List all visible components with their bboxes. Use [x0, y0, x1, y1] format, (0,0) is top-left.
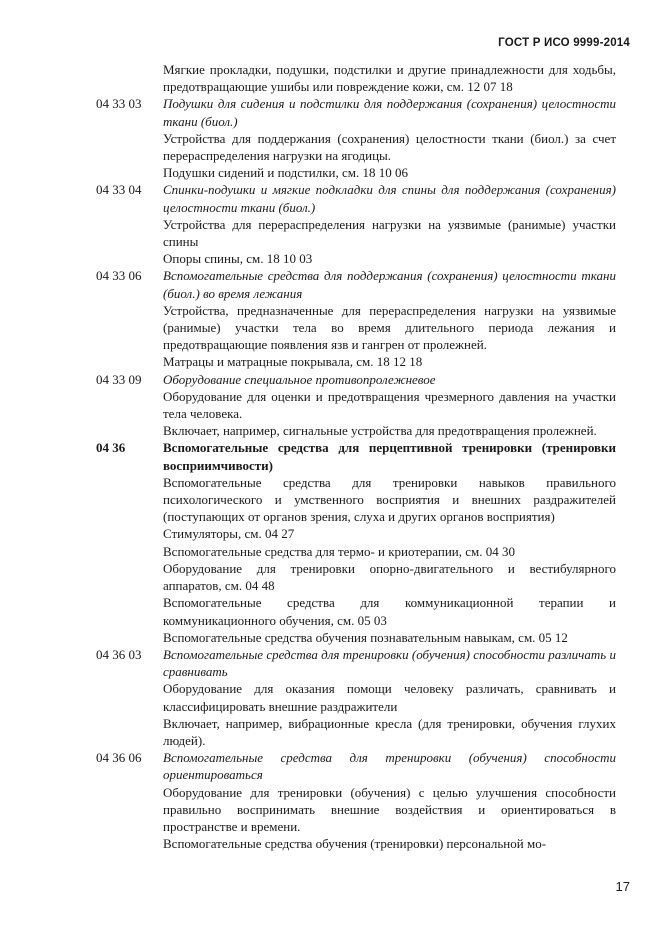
entry-body — [163, 371, 616, 440]
entry-paragraph: Опоры спины, см. 18 10 03 — [163, 251, 313, 267]
entry-paragraph: Вспомогательные средства для тренировки навыков правильного психологического и умственного восприятия и внешних раздражителей (поступающих от органов зрения, слуха и других органов восприятия) — [163, 474, 616, 525]
entry-04-33-09 — [96, 371, 616, 440]
entry-paragraph: Оборудование для тренировки опорно-двигательного и вестибулярного аппаратов, см. 04 48 — [163, 560, 616, 594]
entry-title: Оборудование специальное противопролежневое — [163, 371, 436, 387]
standard-header: ГОСТ Р ИСО 9999-2014 — [498, 37, 630, 49]
entry-body — [163, 61, 616, 95]
entry-04-36-06 — [96, 749, 616, 852]
entry-body — [163, 267, 616, 370]
page-number: 17 — [615, 879, 630, 894]
entry-paragraph: Оборудование для оценки и предотвращения чрезмерного давления на участки тела человека. — [163, 388, 616, 422]
entry-title: Вспомогательные средства для тренировки (обучения) способности ориентироваться — [163, 750, 616, 783]
entry-paragraph: Устройства для перераспределения нагрузки на уязвимые (ранимые) участки спины — [163, 216, 616, 250]
entry-paragraph: Матрацы и матрацные покрывала, см. 18 12 18 — [163, 354, 423, 370]
entry-paragraph: Оборудование для тренировки (обучения) с целью улучшения способности правильно воспринимать внешние воздействия и ориентироваться в пространстве и времени. — [163, 784, 616, 834]
entry-code: 04 33 04 — [96, 182, 142, 198]
entry-04-33-06 — [96, 267, 616, 370]
entry-title: Вспомогательные средства для перцептивной тренировки (тренировки восприимчивости) — [163, 440, 616, 473]
entry-paragraph: Вспомогательные средства обучения (тренировки) персональной мо- — [163, 836, 547, 852]
entry-paragraph: Устройства для поддержания (сохранения) целостности ткани (биол.) за счет перераспределения нагрузки на ягодицы. — [163, 130, 616, 164]
entry-code: 04 36 06 — [96, 750, 142, 766]
entry-04-33-04 — [96, 181, 616, 267]
entry-code: 04 36 03 — [96, 646, 142, 662]
entry-continuation — [96, 61, 616, 95]
entry-body — [163, 181, 616, 267]
entry-title: Вспомогательные средства для тренировки (обучения) способности различать и сравнивать — [163, 646, 616, 680]
entries-list — [96, 61, 616, 852]
entry-paragraph: Вспомогательные средства для термо- и криотерапии, см. 04 30 — [163, 543, 516, 559]
entry-paragraph: Устройства, предназначенные для перераспределения нагрузки на уязвимые (ранимые) участки тела во время длительного периода лежания и предотвращающие появления язв и гангрен от пролежней. — [163, 302, 616, 353]
entry-body — [163, 646, 616, 749]
entry-title: Спинки-подушки и мягкие подкладки для спины для поддержания (сохранения) целостности ткани (биол.) — [163, 182, 616, 215]
entry-paragraph: Включает, например, сигнальные устройства для предотвращения пролежней. — [163, 423, 597, 439]
entry-paragraph: Включает, например, вибрационные кресла (для тренировки, обучения глухих людей). — [163, 715, 616, 748]
entry-code: 04 36 — [96, 440, 126, 456]
entry-body — [163, 95, 616, 181]
entry-code: 04 33 06 — [96, 268, 142, 284]
entry-paragraph: Оборудование для оказания помощи человеку различать, сравнивать и классифицировать внешние раздражители — [163, 681, 616, 714]
entry-paragraph: Вспомогательные средства обучения познавательным навыкам, см. 05 12 — [163, 629, 568, 645]
entry-title: Подушки для сидения и подстилки для поддержания (сохранения) целостности ткани (биол.) — [163, 96, 616, 129]
entry-paragraph: Мягкие прокладки, подушки, подстилки и другие принадлежности для ходьбы, предотвращающие ушибы или повреждение кожи, см. 12 07 18 — [163, 62, 616, 95]
entry-paragraph: Стимуляторы, см. 04 27 — [163, 526, 295, 542]
entry-code: 04 33 09 — [96, 371, 142, 387]
entry-paragraph: Подушки сидений и подстилки, см. 18 10 06 — [163, 165, 408, 181]
entry-body — [163, 749, 616, 852]
entry-body — [163, 439, 616, 645]
entry-code: 04 33 03 — [96, 96, 142, 112]
entry-04-36-03 — [96, 646, 616, 749]
entry-title: Вспомогательные средства для поддержания (сохранения) целостности ткани (биол.) во время лежания — [163, 268, 616, 301]
entry-paragraph: Вспомогательные средства для коммуникационной терапии и коммуникационного обучения, см. 05 03 — [163, 595, 616, 628]
entry-04-33-03 — [96, 95, 616, 181]
entry-04-36 — [96, 439, 616, 645]
